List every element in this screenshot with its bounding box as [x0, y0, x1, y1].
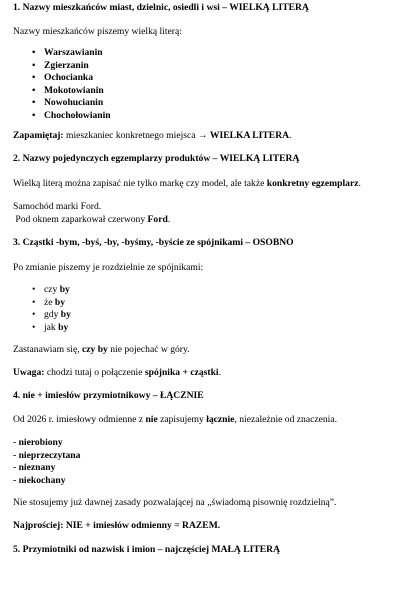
section-1-heading: 1. Nazwy mieszkańców miast, dzielnic, osiedli i wsi – WIELKĄ LITERĄ — [13, 2, 309, 13]
section-3-example: Zastanawiam się, czy by nie pojechać w góry. — [13, 344, 190, 355]
section-2-heading: 2. Nazwy pojedynczych egzemplarzy produktów – WIELKĄ LITERĄ — [13, 153, 300, 164]
section-3-list — [13, 284, 393, 334]
list-item: • Zgierzanin — [13, 60, 393, 73]
list-item: • Warszawianin — [13, 47, 393, 60]
participle-list — [13, 437, 393, 487]
list-item: • Ochocianka — [13, 72, 393, 85]
section-3-intro: Po zmianie piszemy je rozdzielnie ze spójnikami: — [13, 262, 204, 273]
section-5-heading: 5. Przymiotniki od nazwisk i imion – najczęściej MAŁĄ LITERĄ — [13, 544, 281, 555]
section-1-intro: Nazwy mieszkańców piszemy wielką literą: — [13, 26, 182, 37]
section-4-simplest: Najprościej: NIE + imiesłów odmienny = RAZEM. — [13, 520, 221, 531]
list-item: • jak by — [13, 322, 393, 335]
list-item: • gdy by — [13, 309, 393, 322]
section-2-examples — [13, 201, 393, 226]
list-item: - niekochany — [13, 474, 66, 486]
section-1-list — [13, 47, 393, 123]
list-item: • Nowohucianin — [13, 97, 393, 110]
section-4-text: Od 2026 r. imiesłowy odmienne z nie zapisujemy łącznie, niezależnie od znaczenia. — [13, 414, 337, 425]
list-item: - nieprzeczytana — [13, 449, 81, 461]
conjunction-list — [13, 284, 393, 334]
list-item: • Chochołowianin — [13, 110, 393, 123]
section-3-note: Uwaga: chodzi tutaj o połączenie spójnika + cząstki. — [13, 367, 221, 378]
list-item: - nierobiony — [13, 437, 63, 448]
list-item: • że by — [13, 297, 393, 310]
section-1 — [13, 2, 393, 15]
section-4-heading: 4. nie + imiesłów przymiotnikowy – ŁĄCZNIE — [13, 390, 204, 401]
section-3-heading: 3. Cząstki -bym, -byś, -by, -byśmy, -byście ze spójnikami – OSOBNO — [13, 237, 294, 248]
residents-list — [13, 47, 393, 123]
section-1-remember: Zapamiętaj: mieszkaniec konkretnego miejsca → WIELKA LITERA. — [13, 130, 292, 141]
section-4-rule: Nie stosujemy już dawnej zasady pozwalającej na „świadomą pisownię rozdzielną”. — [13, 497, 337, 508]
section-4-list — [13, 437, 393, 487]
example-2: Pod oknem zaparkował czerwony Ford. — [13, 213, 171, 225]
list-item: • czy by — [13, 284, 393, 297]
list-item: • Mokotowianin — [13, 85, 393, 98]
example-1: Samochód marki Ford. — [13, 201, 102, 212]
list-item: - nieznany — [13, 462, 56, 474]
section-2-text: Wielką literą można zapisać nie tylko markę czy model, ale także konkretny egzemplarz. — [13, 178, 361, 189]
